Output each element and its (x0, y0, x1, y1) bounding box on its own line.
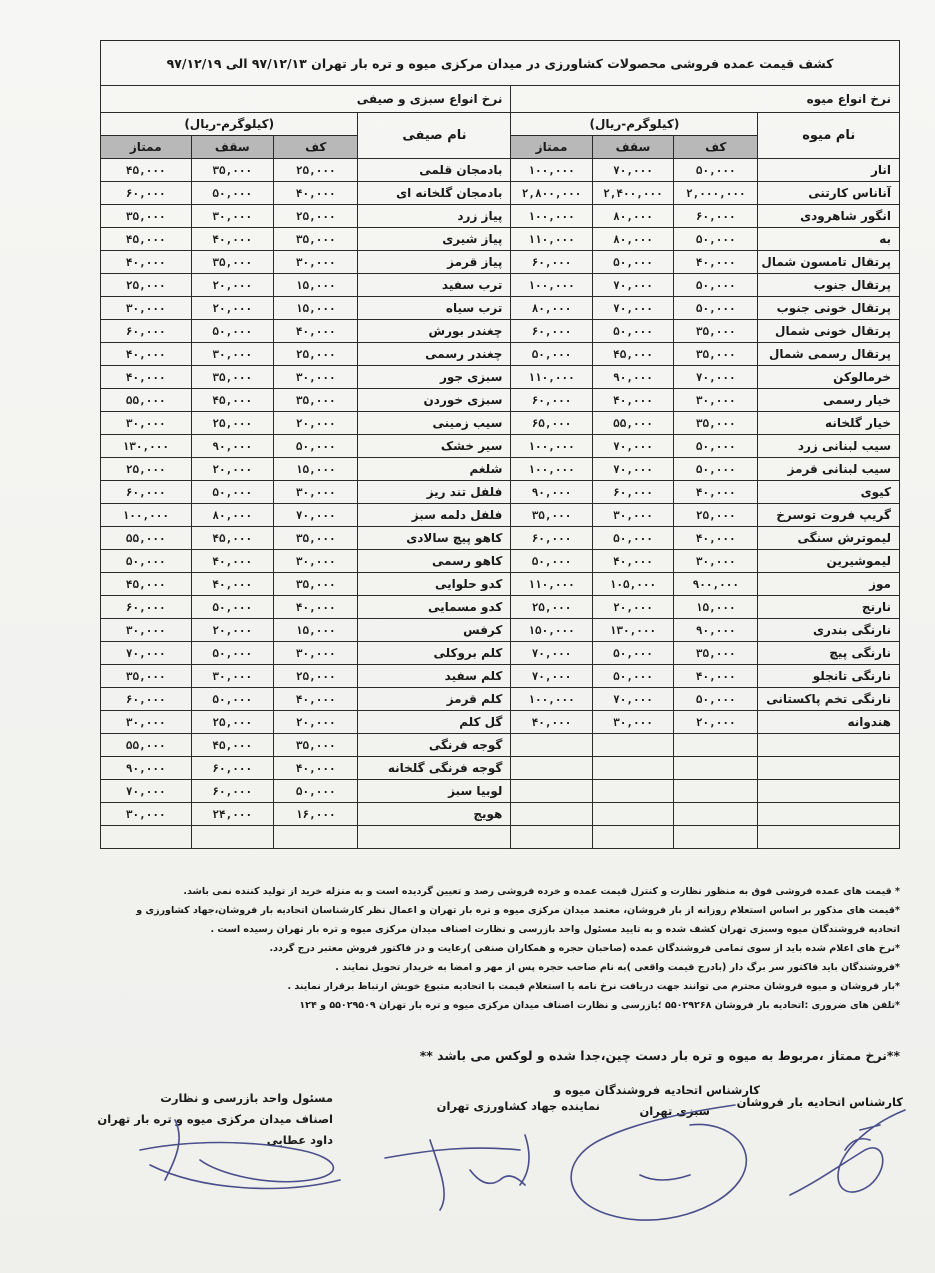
veg-price-max: ۲۰,۰۰۰ (191, 458, 274, 481)
fruit-name: گریپ فروت توسرخ (758, 504, 900, 527)
veg-price-premium: ۳۵,۰۰۰ (101, 665, 192, 688)
fruit-price-premium: ۶۰,۰۰۰ (511, 320, 592, 343)
veg-price-premium: ۵۵,۰۰۰ (101, 389, 192, 412)
veg-name: سیر خشک (358, 435, 511, 458)
fruit-price-min: ۴۰,۰۰۰ (674, 527, 758, 550)
veg-name: گل کلم (358, 711, 511, 734)
veg-price-max: ۳۰,۰۰۰ (191, 205, 274, 228)
veg-name: کاهو پیچ سالادی (358, 527, 511, 550)
veg-price-max: ۳۰,۰۰۰ (191, 343, 274, 366)
fruit-price-premium: ۷۰,۰۰۰ (511, 642, 592, 665)
fruit-price-premium: ۵۰,۰۰۰ (511, 550, 592, 573)
veg-price-premium: ۹۰,۰۰۰ (101, 757, 192, 780)
fruit-name: پرتقال خونی شمال (758, 320, 900, 343)
veg-price-max: ۵۰,۰۰۰ (191, 481, 274, 504)
fruit-price-max: ۷۰,۰۰۰ (592, 458, 673, 481)
fruit-price-max: ۱۰۵,۰۰۰ (592, 573, 673, 596)
veg-price-premium: ۴۰,۰۰۰ (101, 366, 192, 389)
veg-price-premium: ۴۵,۰۰۰ (101, 228, 192, 251)
fruit-name: خیار گلخانه (758, 412, 900, 435)
signature-scribble-1 (790, 1110, 905, 1195)
veg-price-min: ۵۰,۰۰۰ (274, 780, 358, 803)
veg-name: بادمجان قلمی (358, 159, 511, 182)
fruit-price-min: ۴۰,۰۰۰ (674, 665, 758, 688)
signature-scribble-3 (385, 1135, 529, 1210)
veg-price-premium: ۴۰,۰۰۰ (101, 343, 192, 366)
fruit-price-min: ۳۵,۰۰۰ (674, 412, 758, 435)
veg-price-min: ۴۰,۰۰۰ (274, 688, 358, 711)
fruit-price-premium: ۲۵,۰۰۰ (511, 596, 592, 619)
fruit-price-max: ۵۰,۰۰۰ (592, 665, 673, 688)
fruit-name: آناناس کارتنی (758, 182, 900, 205)
veg-price-min: ۳۵,۰۰۰ (274, 527, 358, 550)
fruit-name-header: نام میوه (758, 113, 900, 159)
signature-title: سبزی تهران (639, 1104, 710, 1118)
veg-price-min: ۳۵,۰۰۰ (274, 573, 358, 596)
fruit-price-min: ۹۰۰,۰۰۰ (674, 573, 758, 596)
veg-price-min: ۲۵,۰۰۰ (274, 343, 358, 366)
veg-name: کاهو رسمی (358, 550, 511, 573)
veg-name: کرفس (358, 619, 511, 642)
veg-price-min: ۴۰,۰۰۰ (274, 757, 358, 780)
fruit-name: هندوانه (758, 711, 900, 734)
fruit-price-premium: ۶۵,۰۰۰ (511, 412, 592, 435)
veg-price-max: ۲۰,۰۰۰ (191, 297, 274, 320)
fruit-price-min: ۶۰,۰۰۰ (674, 205, 758, 228)
fruit-name: به (758, 228, 900, 251)
fruit-price-min: ۹۰,۰۰۰ (674, 619, 758, 642)
fruit-price-premium: ۶۰,۰۰۰ (511, 527, 592, 550)
fruit-price-min: ۵۰,۰۰۰ (674, 228, 758, 251)
fruit-price-max: ۶۰,۰۰۰ (592, 481, 673, 504)
fruit-price-max: ۸۰,۰۰۰ (592, 228, 673, 251)
veg-price-premium: ۳۰,۰۰۰ (101, 297, 192, 320)
fruit-name: انگور شاهرودی (758, 205, 900, 228)
fruit-col-min: کف (674, 136, 758, 159)
veg-name: پیاز قرمز (358, 251, 511, 274)
fruit-price-min: ۲۰,۰۰۰ (674, 711, 758, 734)
signature-title: مسئول واحد بازرسی و نظارت (160, 1091, 333, 1105)
veg-price-max: ۴۰,۰۰۰ (191, 228, 274, 251)
veg-price-premium: ۵۵,۰۰۰ (101, 527, 192, 550)
veg-price-premium: ۳۰,۰۰۰ (101, 412, 192, 435)
veg-price-premium: ۳۰,۰۰۰ (101, 619, 192, 642)
fruit-price-max: ۵۰,۰۰۰ (592, 642, 673, 665)
fruit-price-min: ۵۰,۰۰۰ (674, 688, 758, 711)
fruit-price-max: ۲۰,۰۰۰ (592, 596, 673, 619)
fruit-price-max: ۴۰,۰۰۰ (592, 550, 673, 573)
veg-price-premium: ۵۵,۰۰۰ (101, 734, 192, 757)
veg-name: فلفل تند ریز (358, 481, 511, 504)
veg-name: کلم بروکلی (358, 642, 511, 665)
veg-name: شلغم (358, 458, 511, 481)
veg-price-premium: ۶۰,۰۰۰ (101, 320, 192, 343)
veg-price-max: ۲۰,۰۰۰ (191, 274, 274, 297)
fruit-price-min: ۳۵,۰۰۰ (674, 320, 758, 343)
veg-price-min: ۳۵,۰۰۰ (274, 734, 358, 757)
veg-price-min: ۵۰,۰۰۰ (274, 435, 358, 458)
fruit-price-max: ۷۰,۰۰۰ (592, 688, 673, 711)
note-line: اتحادیه فروشندگان میوه وسبزی تهران کشف شده و به تایید مسئول واحد بازرسی و نظارت اصناف میدان مرکزی میوه و تره بار تهران رسیده است . (210, 924, 900, 935)
fruit-name: پرتقال خونی جنوب (758, 297, 900, 320)
veg-name: کلم سفید (358, 665, 511, 688)
veg-price-max: ۳۵,۰۰۰ (191, 251, 274, 274)
fruit-price-premium: ۹۰,۰۰۰ (511, 481, 592, 504)
veg-price-min: ۷۰,۰۰۰ (274, 504, 358, 527)
veg-price-premium: ۴۵,۰۰۰ (101, 573, 192, 596)
veg-name: کدو حلوایی (358, 573, 511, 596)
fruit-price-max: ۷۰,۰۰۰ (592, 297, 673, 320)
note-line: *بار فروشان و میوه فروشان محترم می توانند جهت دریافت نرخ نامه یا استعلام قیمت با اتحادیه متبوع خویش ارتباط برقرار نمایند . (287, 981, 900, 992)
note-line: *قیمت های مذکور بر اساس استعلام روزانه از بار فروشان، معتمد میدان مرکزی میوه و تره بار تهران و اعمال نظر کارشناسان اتحادیه بار فروشان،جهاد کشاورزی و (136, 905, 900, 916)
fruit-col-premium: ممتاز (511, 136, 592, 159)
veg-price-min: ۳۰,۰۰۰ (274, 251, 358, 274)
fruit-price-max: ۸۰,۰۰۰ (592, 205, 673, 228)
fruit-price-min: ۱۵,۰۰۰ (674, 596, 758, 619)
veg-price-premium: ۷۰,۰۰۰ (101, 642, 192, 665)
veg-price-min: ۱۶,۰۰۰ (274, 803, 358, 826)
veg-price-min: ۲۰,۰۰۰ (274, 711, 358, 734)
document-title: کشف قیمت عمده فروشی محصولات کشاورزی در میدان مرکزی میوه و تره بار تهران ۹۷/۱۲/۱۳ الی ۹۷/۱۲/۱۹ (101, 41, 900, 86)
fruit-price-premium: ۱۰۰,۰۰۰ (511, 458, 592, 481)
veg-price-max: ۴۵,۰۰۰ (191, 734, 274, 757)
fruit-price-max: ۵۵,۰۰۰ (592, 412, 673, 435)
veg-price-max: ۳۰,۰۰۰ (191, 665, 274, 688)
veg-price-min: ۴۰,۰۰۰ (274, 182, 358, 205)
veg-price-min: ۲۵,۰۰۰ (274, 205, 358, 228)
veg-unit: (کیلوگرم-ریال) (101, 113, 358, 136)
veg-price-premium: ۱۰۰,۰۰۰ (101, 504, 192, 527)
fruit-price-premium: ۵۰,۰۰۰ (511, 343, 592, 366)
fruit-price-premium: ۸۰,۰۰۰ (511, 297, 592, 320)
veg-price-max: ۹۰,۰۰۰ (191, 435, 274, 458)
fruit-price-max: ۵۰,۰۰۰ (592, 320, 673, 343)
veg-price-premium: ۱۳۰,۰۰۰ (101, 435, 192, 458)
fruit-name: خرمالوکن (758, 366, 900, 389)
fruit-price-max: ۴۵,۰۰۰ (592, 343, 673, 366)
fruit-price-min: ۲,۰۰۰,۰۰۰ (674, 182, 758, 205)
veg-name: سیب زمینی (358, 412, 511, 435)
fruit-name: سیب لبنانی زرد (758, 435, 900, 458)
fruit-price-premium: ۱۱۰,۰۰۰ (511, 573, 592, 596)
fruit-price-min: ۷۰,۰۰۰ (674, 366, 758, 389)
veg-price-max: ۶۰,۰۰۰ (191, 757, 274, 780)
veg-price-min: ۳۰,۰۰۰ (274, 642, 358, 665)
fruit-name: نارنگی پیچ (758, 642, 900, 665)
veg-price-min: ۳۰,۰۰۰ (274, 550, 358, 573)
veg-price-min: ۳۵,۰۰۰ (274, 389, 358, 412)
veg-price-min: ۲۵,۰۰۰ (274, 159, 358, 182)
veg-name: سبزی خوردن (358, 389, 511, 412)
fruit-price-premium: ۷۰,۰۰۰ (511, 665, 592, 688)
fruit-name: پرتقال رسمی شمال (758, 343, 900, 366)
veg-name: ترب سفید (358, 274, 511, 297)
fruit-price-max: ۲,۴۰۰,۰۰۰ (592, 182, 673, 205)
fruit-price-min: ۳۰,۰۰۰ (674, 389, 758, 412)
veg-price-max: ۵۰,۰۰۰ (191, 596, 274, 619)
veg-name: گوجه فرنگی گلخانه (358, 757, 511, 780)
fruit-price-premium: ۱۰۰,۰۰۰ (511, 435, 592, 458)
fruit-price-max: ۷۰,۰۰۰ (592, 435, 673, 458)
veg-name: هویج (358, 803, 511, 826)
fruit-price-premium: ۶۰,۰۰۰ (511, 389, 592, 412)
fruit-col-max: سقف (592, 136, 673, 159)
veg-price-premium: ۴۵,۰۰۰ (101, 159, 192, 182)
veg-price-premium: ۳۰,۰۰۰ (101, 711, 192, 734)
fruit-name: نارنگی تخم پاکستانی (758, 688, 900, 711)
fruit-price-premium: ۱۰۰,۰۰۰ (511, 205, 592, 228)
veg-name: گوجه فرنگی (358, 734, 511, 757)
veg-price-min: ۴۰,۰۰۰ (274, 596, 358, 619)
veg-price-max: ۵۰,۰۰۰ (191, 688, 274, 711)
fruit-name: پرتقال تامسون شمال (758, 251, 900, 274)
fruit-price-premium: ۱۰۰,۰۰۰ (511, 159, 592, 182)
veg-price-max: ۴۰,۰۰۰ (191, 550, 274, 573)
fruit-name: موز (758, 573, 900, 596)
fruit-price-max: ۴۰,۰۰۰ (592, 389, 673, 412)
signature-title: کارشناس اتحادیه بار فروشان (736, 1095, 903, 1109)
fruit-price-min: ۵۰,۰۰۰ (674, 274, 758, 297)
veg-col-premium: ممتاز (101, 136, 192, 159)
fruit-price-premium: ۱۱۰,۰۰۰ (511, 228, 592, 251)
fruit-price-min: ۲۵,۰۰۰ (674, 504, 758, 527)
fruit-price-max: ۵۰,۰۰۰ (592, 251, 673, 274)
veg-col-max: سقف (191, 136, 274, 159)
fruit-price-premium: ۱۰۰,۰۰۰ (511, 688, 592, 711)
note-line: *فروشندگان باید فاکتور سر برگ دار (بادرج قیمت واقعی )به نام صاحب حجره پس از مهر و امضا به خریدار تحویل نمایند . (335, 962, 900, 973)
fruit-name: کیوی (758, 481, 900, 504)
signature-title: کارشناس اتحادیه فروشندگان میوه و (553, 1083, 760, 1097)
veg-price-premium: ۷۰,۰۰۰ (101, 780, 192, 803)
fruit-section-title: نرخ انواع میوه (511, 86, 900, 113)
veg-price-premium: ۳۰,۰۰۰ (101, 803, 192, 826)
veg-price-max: ۵۰,۰۰۰ (191, 642, 274, 665)
fruit-price-min: ۳۵,۰۰۰ (674, 343, 758, 366)
veg-price-premium: ۶۰,۰۰۰ (101, 182, 192, 205)
veg-price-premium: ۶۰,۰۰۰ (101, 481, 192, 504)
fruit-price-premium: ۲,۸۰۰,۰۰۰ (511, 182, 592, 205)
veg-price-min: ۱۵,۰۰۰ (274, 297, 358, 320)
veg-price-max: ۸۰,۰۰۰ (191, 504, 274, 527)
veg-price-min: ۱۵,۰۰۰ (274, 458, 358, 481)
fruit-price-premium: ۱۵۰,۰۰۰ (511, 619, 592, 642)
fruit-price-max: ۱۳۰,۰۰۰ (592, 619, 673, 642)
fruit-price-max: ۹۰,۰۰۰ (592, 366, 673, 389)
fruit-price-premium: ۴۰,۰۰۰ (511, 711, 592, 734)
fruit-price-premium: ۱۱۰,۰۰۰ (511, 366, 592, 389)
veg-price-max: ۵۰,۰۰۰ (191, 320, 274, 343)
fruit-name: لیموترش سنگی (758, 527, 900, 550)
fruit-name: نارنج (758, 596, 900, 619)
note-line: *نرخ های اعلام شده باید از سوی تمامی فروشندگان عمده (صاحبان حجره و همکاران صنفی )رعایت و در فاکتور فروش معتبر درج گردد. (269, 943, 900, 954)
signature-name: داود عطایی (266, 1133, 333, 1147)
fruit-name: خیار رسمی (758, 389, 900, 412)
fruit-price-min: ۳۵,۰۰۰ (674, 642, 758, 665)
veg-price-min: ۲۰,۰۰۰ (274, 412, 358, 435)
fruit-name: لیموشیرین (758, 550, 900, 573)
veg-price-max: ۵۰,۰۰۰ (191, 182, 274, 205)
fruit-price-min: ۴۰,۰۰۰ (674, 251, 758, 274)
veg-name: چغندر بورش (358, 320, 511, 343)
veg-price-premium: ۴۰,۰۰۰ (101, 251, 192, 274)
veg-name: چغندر رسمی (358, 343, 511, 366)
fruit-name: سیب لبنانی قرمز (758, 458, 900, 481)
veg-price-min: ۲۵,۰۰۰ (274, 665, 358, 688)
fruit-unit: (کیلوگرم-ریال) (511, 113, 758, 136)
signature-title: نماینده جهاد کشاورزی تهران (436, 1099, 600, 1113)
veg-price-max: ۳۵,۰۰۰ (191, 159, 274, 182)
veg-price-max: ۳۵,۰۰۰ (191, 366, 274, 389)
fruit-name: نارنگی تانجلو (758, 665, 900, 688)
veg-price-premium: ۵۰,۰۰۰ (101, 550, 192, 573)
fruit-name: نارنگی بندری (758, 619, 900, 642)
veg-price-max: ۴۰,۰۰۰ (191, 573, 274, 596)
veg-price-max: ۶۰,۰۰۰ (191, 780, 274, 803)
fruit-name: انار (758, 159, 900, 182)
veg-price-max: ۴۵,۰۰۰ (191, 527, 274, 550)
note-line: *تلفن های ضروری :اتحادیه بار فروشان ۵۵۰۲۹۲۶۸ ؛بازرسی و نظارت اصناف میدان مرکزی میوه و تره بار تهران ۵۵۰۲۹۵۰۹ و ۱۲۴ (299, 1000, 900, 1011)
fruit-price-min: ۵۰,۰۰۰ (674, 159, 758, 182)
fruit-price-min: ۵۰,۰۰۰ (674, 297, 758, 320)
veg-price-max: ۲۰,۰۰۰ (191, 619, 274, 642)
veg-price-premium: ۶۰,۰۰۰ (101, 596, 192, 619)
fruit-price-premium: ۶۰,۰۰۰ (511, 251, 592, 274)
fruit-price-max: ۷۰,۰۰۰ (592, 159, 673, 182)
fruit-price-max: ۳۰,۰۰۰ (592, 504, 673, 527)
fruit-price-premium: ۱۰۰,۰۰۰ (511, 274, 592, 297)
veg-name-header: نام صیفی (358, 113, 511, 159)
veg-price-max: ۴۵,۰۰۰ (191, 389, 274, 412)
veg-section-title: نرخ انواع سبزی و صیفی (101, 86, 511, 113)
veg-price-max: ۲۵,۰۰۰ (191, 412, 274, 435)
veg-name: کلم قرمز (358, 688, 511, 711)
veg-price-premium: ۳۵,۰۰۰ (101, 205, 192, 228)
veg-price-max: ۲۵,۰۰۰ (191, 711, 274, 734)
veg-name: کدو مسمایی (358, 596, 511, 619)
fruit-price-min: ۴۰,۰۰۰ (674, 481, 758, 504)
veg-col-min: کف (274, 136, 358, 159)
fruit-price-premium: ۳۵,۰۰۰ (511, 504, 592, 527)
veg-name: لوبیا سبز (358, 780, 511, 803)
veg-price-premium: ۶۰,۰۰۰ (101, 688, 192, 711)
fruit-name: پرتقال جنوب (758, 274, 900, 297)
veg-name: پیاز زرد (358, 205, 511, 228)
fruit-price-max: ۵۰,۰۰۰ (592, 527, 673, 550)
premium-rate-note: **نرخ ممتاز ،مربوط به میوه و تره بار دست چین،جدا شده و لوکس می باشد ** (419, 1048, 900, 1063)
veg-price-min: ۱۵,۰۰۰ (274, 274, 358, 297)
fruit-price-min: ۳۰,۰۰۰ (674, 550, 758, 573)
veg-name: بادمجان گلخانه ای (358, 182, 511, 205)
veg-price-min: ۱۵,۰۰۰ (274, 619, 358, 642)
signature-title: اصناف میدان مرکزی میوه و تره بار تهران (97, 1112, 333, 1126)
signature-scribble-4 (140, 1120, 340, 1188)
note-line: * قیمت های عمده فروشی فوق به منظور نظارت و کنترل قیمت عمده و خرده فروشی رصد و تعیین گردیده است و به منزله خرید از تولید کننده نمی باشد. (183, 886, 900, 897)
fruit-price-min: ۵۰,۰۰۰ (674, 458, 758, 481)
veg-name: سبزی جور (358, 366, 511, 389)
veg-name: پیاز شیری (358, 228, 511, 251)
veg-price-min: ۳۰,۰۰۰ (274, 481, 358, 504)
signature-scribble-2 (571, 1105, 746, 1220)
veg-price-min: ۳۵,۰۰۰ (274, 228, 358, 251)
veg-price-min: ۴۰,۰۰۰ (274, 320, 358, 343)
veg-price-premium: ۲۵,۰۰۰ (101, 274, 192, 297)
veg-price-max: ۲۴,۰۰۰ (191, 803, 274, 826)
veg-name: فلفل دلمه سبز (358, 504, 511, 527)
veg-name: ترب سیاه (358, 297, 511, 320)
veg-price-premium: ۲۵,۰۰۰ (101, 458, 192, 481)
veg-price-min: ۳۰,۰۰۰ (274, 366, 358, 389)
fruit-price-max: ۳۰,۰۰۰ (592, 711, 673, 734)
fruit-price-max: ۷۰,۰۰۰ (592, 274, 673, 297)
fruit-price-min: ۵۰,۰۰۰ (674, 435, 758, 458)
